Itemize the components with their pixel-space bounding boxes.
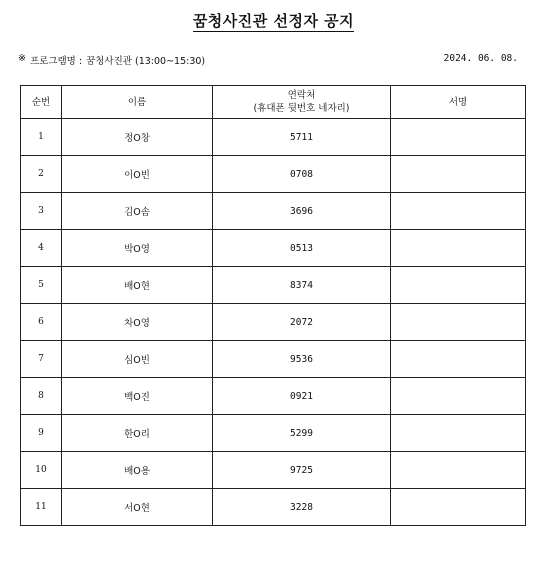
row-num: 9 xyxy=(21,415,62,452)
row-num: 1 xyxy=(21,119,62,156)
row-phone: 0513 xyxy=(213,230,391,267)
header-name: 이름 xyxy=(62,86,213,119)
row-name: 한O리 xyxy=(62,415,213,452)
header-row xyxy=(21,86,526,119)
row-phone: 0921 xyxy=(213,378,391,415)
row-phone: 0708 xyxy=(213,156,391,193)
row-sign xyxy=(391,452,526,489)
header-num: 순번 xyxy=(21,86,62,119)
table-row xyxy=(21,489,526,526)
row-num: 5 xyxy=(21,267,62,304)
row-sign xyxy=(391,378,526,415)
row-sign xyxy=(391,341,526,378)
table-row xyxy=(21,452,526,489)
row-phone: 3696 xyxy=(213,193,391,230)
table-row xyxy=(21,119,526,156)
row-sign xyxy=(391,267,526,304)
table-header xyxy=(21,86,526,119)
program-info xyxy=(18,53,518,67)
row-num: 6 xyxy=(21,304,62,341)
header-contact xyxy=(213,86,391,119)
row-sign xyxy=(391,489,526,526)
row-phone: 5299 xyxy=(213,415,391,452)
row-sign xyxy=(391,415,526,452)
row-name: 박O영 xyxy=(62,230,213,267)
page-title-text: 꿈청사진관 선정자 공지 xyxy=(192,12,355,30)
row-name: 백O진 xyxy=(62,378,213,415)
row-num: 11 xyxy=(21,489,62,526)
row-phone: 9536 xyxy=(213,341,391,378)
row-phone: 8374 xyxy=(213,267,391,304)
row-name: 김O솜 xyxy=(62,193,213,230)
program-line xyxy=(18,53,205,67)
page-title xyxy=(0,10,547,31)
row-phone: 3228 xyxy=(213,489,391,526)
row-num: 4 xyxy=(21,230,62,267)
row-name: 서O현 xyxy=(62,489,213,526)
row-name: 배O현 xyxy=(62,267,213,304)
header-contact-line1: 연락처 xyxy=(287,90,316,101)
row-sign xyxy=(391,119,526,156)
table-row xyxy=(21,415,526,452)
row-name: 배O용 xyxy=(62,452,213,489)
program-label: 프로그램명 : xyxy=(29,56,83,67)
row-num: 3 xyxy=(21,193,62,230)
row-name: 정O창 xyxy=(62,119,213,156)
reference-mark: ※ xyxy=(18,53,26,64)
header-sign: 서명 xyxy=(391,86,526,119)
program-value: 꿈청사진관 (13:00~15:30) xyxy=(86,56,206,67)
selection-table xyxy=(20,85,526,526)
row-name: 심O빈 xyxy=(62,341,213,378)
row-num: 8 xyxy=(21,378,62,415)
table-row xyxy=(21,378,526,415)
row-sign xyxy=(391,230,526,267)
header-contact-line2: (휴대폰 뒷번호 네자리) xyxy=(253,103,350,114)
table-body xyxy=(21,119,526,526)
table-row xyxy=(21,341,526,378)
row-name: 이O빈 xyxy=(62,156,213,193)
table-row xyxy=(21,267,526,304)
table-row xyxy=(21,304,526,341)
row-num: 7 xyxy=(21,341,62,378)
table-row xyxy=(21,230,526,267)
row-name: 차O영 xyxy=(62,304,213,341)
row-phone: 5711 xyxy=(213,119,391,156)
row-sign xyxy=(391,193,526,230)
row-sign xyxy=(391,156,526,193)
row-phone: 2072 xyxy=(213,304,391,341)
row-sign xyxy=(391,304,526,341)
notice-date: 2024. 06. 08. xyxy=(443,53,518,64)
row-num: 2 xyxy=(21,156,62,193)
row-phone: 9725 xyxy=(213,452,391,489)
table-row xyxy=(21,193,526,230)
table-row xyxy=(21,156,526,193)
row-num: 10 xyxy=(21,452,62,489)
